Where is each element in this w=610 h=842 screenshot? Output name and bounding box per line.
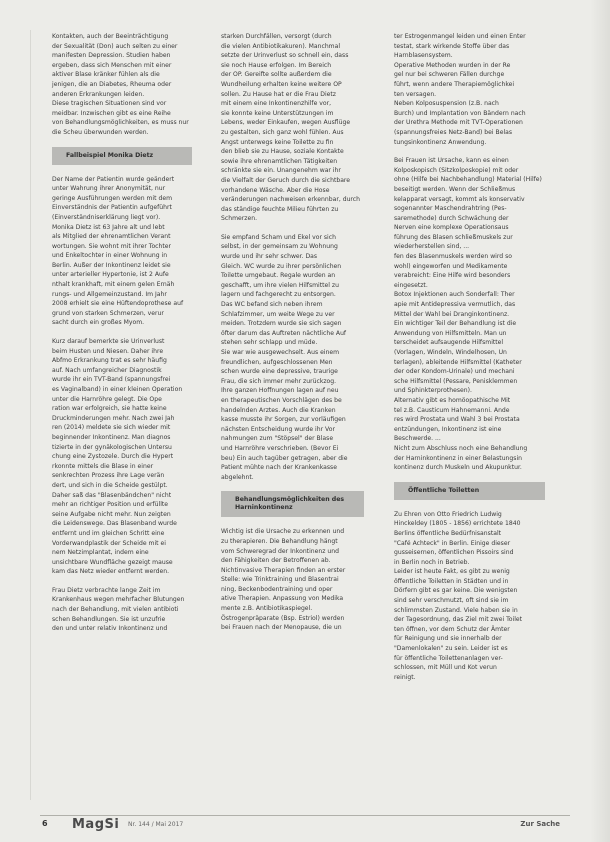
issue-label: Nr. 144 / Mai 2017 (128, 821, 184, 828)
margin-rule (30, 30, 31, 800)
body-paragraph: Wichtig ist die Ursache zu erkennen und zu therapieren. Die Behandlung hängt vom Schweregrad der Inkontinenz und den Fähigkeiten der Betroffenen ab. Nichtinvasive Therapien finden an erster Stelle: wie Trinktraining und Blasentrai ning, Beckenbodentraining und oper ative Therapien. Anpassung von Medika mente z.B. Antibiotikaspiegel. Östrogenpräparate (Bsp. Estriol) werden bei Frauen nach der Menopause, die un (221, 528, 346, 632)
footer-rule (40, 815, 570, 816)
section-heading: Fallbeispiel Monika Dietz (52, 147, 192, 165)
scan-shadow (590, 0, 610, 842)
column-2 (221, 32, 364, 642)
section-label: Zur Sache (520, 820, 560, 828)
column-1 (52, 32, 192, 643)
body-paragraph: starken Durchfällen, versorgt (durch die vielen Antibiotikakuren). Manchmal setzte der Urinverlust so schnell ein, dass sie noch Hause erfolgen. Im Bereich der OP. Gereifte sollte außerdem die Wundheilung erhalten keine weitere OP sollen. Zu Hause hat er die Frau Dietz mit einem eine Inkontinenzhilfe vor, sie konnte keine Unterstützungen im Lebens, weder Einkaufen, wegen Ausflüge zu gestalten, sich ganz wohl fühlen. Aus Angst unterwegs keine Toilette zu fin den blieb sie zu Hause, soziale Kontakte sowie ihre ehrenamtlichen Tätigkeiten schränkte sie ein. Unangenehm war ihr die Vielfalt der Geruch durch die sichtbare vorhandene Wäsche. Aber die Hose veränderungen nachweisen erkennbar, durch das ständige feuchte Milieu führten zu Schmerzen. (221, 33, 361, 223)
body-paragraph: Kurz darauf bemerkte sie Urinverlust beim Husten und Niesen. Daher ihre Abfmo Erkrankung trat es sehr häufig auf. Nach umfangreicher Diagnostik wurde ihr ein TVT-Band (spannungsfrei es Vaginalband) in einer kleinen Operation unter die Harnröhre gelegt. Die Ope ration war erfolgreich, sie hatte keine Druckminderungen mehr. Nach zwei Jah ren (2014) meldete sie sich wieder mit beginnender Inkontinenz. Man diagnos tizierte in der gynäkologischen Untersu chung eine Zystozele. Durch die Hypert rkonnte mittels die Blase in einer senkrechten Prozess ihre Lage verän dert, und sich in die Scheide gestülpt. Daher saß das "Blasenbändchen" nicht mehr an richtiger Position und erfüllte seine Aufgabe nicht mehr. Nun zeigten die Leidenswege. Das Blasenband wurde entfernt und im gleichen Schritt eine Vorderwandplastik der Scheide mit ei nem Netzimplantat, indem eine unsichtbare Wundfläche gezeigt mause kam das Netz wieder entfernt werden. (52, 338, 183, 576)
body-paragraph: Frau Dietz verbrachte lange Zeit im Krankenhaus wegen mehrfacher Blutungen nach der Behandlung, mit vielen antibioti schen Behandlungen. Sie ist unzufrie den und unter relativ Inkontinenz und (52, 586, 185, 633)
section-heading: Behandlungsmöglichkeiten des Harninkontinenz (221, 491, 364, 517)
body-paragraph: Sie empfand Scham und Ekel vor sich selbst, in der gemeinsam zu Wohnung wurde und ihr sehr schwer. Das Gleich. WC wurde zu ihrer persönlichen Toilette umgebaut. Regale wurden an geschafft, um ihre vielen Hilfsmittel zu lagern und fachgerecht zu entsorgen. Das WC befand sich neben ihrem Schlafzimmer, um weite Wege zu ver meiden. Trotzdem wurde sie sich sagen öfter darum das Auftreten nächtliche Auf stehen sehr schlapp und müde. Sie war wie ausgewechselt. Aus einem freundlichen, aufgeschlossenen Men schen wurde eine depressive, traurige Frau, die sich immer mehr zurückzog. Ihre ganzen Hoffnungen lagen auf neu en therapeutischen Vorschlägen des be handelnden Arztes. Auch die Kranken kasse musste ihr Sorgen, zur vorläufigen nächsten Entscheidung wurde ihr Vor nahmungen zum "Stöpsel" der Blase und Harnröhre verschrieben. (Bevor Ei beu) Ein auch tagüber getragen, aber die Patient mühte nach der Krankenkasse abgelehnt. (221, 233, 348, 481)
column-3 (394, 32, 545, 691)
body-paragraph: ter Estrogenmangel leiden und einen Enter testat, stark wirkende Stoffe über das Harnblasensystem. Operative Methoden wurden in der Re gel nur bei schweren Fällen durchge führt, wenn andere Therapiemöglichkei ten versagen. Neben Kolposuspension (z.B. nach Burch) und Implantation von Bändern nach der Urethra Methode mit TVT-Operationen (spannungsfreies Netz-Band) bei Belas tungsinkontinenz Anwendung. (394, 33, 526, 146)
body-paragraph: Bei Frauen ist Ursache, kann es einen Kolposkopisch (Sitzkolposkopie) mit oder ohne (Hilfe bei Nachbehandlung) Material (Hilfe) beseitigt werden. Wenn der Schließmus kelapparat versagt, kommt als konservativ sogenannter Maschendrahtring (Pes- saremethode) durch Schwächung der Nerven eine komplexe Operationsaus führung des Blasen schließmuskels zur wiederherstellen sind, ... fen des Blasenmuskels werden wird so wohl) eingeworfen und Medikamente verabreicht: Eine Hilfe wird besonders eingesetzt. Botox Injektionen auch Sonderfall: Ther apie mit Antidepressiva vermutlich, das Mittel der Wahl bei Dranginkontinenz. Ein wichtiger Teil der Behandlung ist die Anwendung von Hilfsmitteln. Man un terscheidet aufsaugende Hilfsmittel (Vorlagen, Windeln, Windelhosen, Un terlagen), ableitende Hilfsmittel (Katheter der oder Kondom-Urinale) und mechani sche Hilfsmittel (Pessare, Penisklemmen und Sphinkterprothesen). Alternativ gibt es homöopathische Mit tel z.B. Causticum Hahnemanni. Ande res wird Prostata und Wahl 3 bei Prostata entzündungen, Inkontinenz ist eine Beschwerde. ... Nicht zum Abschluss noch eine Behandlung der Harninkontinenz in einer Belastungsin kontinenz durch Muskeln und Akupunktur. (394, 157, 542, 472)
page-number: 6 (42, 819, 48, 828)
body-paragraph: Der Name der Patientin wurde geändert unter Wahrung ihrer Anonymität, nur geringe Ausführungen werden mit dem Einverständnis der Patientin aufgeführt (Einverständniserklärung liegt vor). Monika Dietz ist 63 Jahre alt und lebt als Mitglied der ehrenamtlichen Verant wortungen. Sie wohnt mit ihrer Tochter und Enkeltochter in einer Wohnung in Berlin. Außer der Inkontinenz leidet sie unter arterieller Hypertonie, ist 2 Aufe nthalt krankhaft, mit einem gelen Ernäh rungs- und Allgemeinzustand. Im Jahr 2008 erhielt sie eine Hüftendoprothese auf grund von starken Schmerzen, verur sacht durch ein großes Myom. (52, 175, 184, 327)
body-paragraph: Kontakten, auch der Beeinträchtigung der Sexualität (Don) auch selten zu einer manifesten Depression. Studien haben ergeben, dass sich Menschen mit einer aktiver Blase kränker fühlen als die jenigen, die an Diabetes, Rheuma oder anderen Erkrankungen leiden. Diese tragischen Situationen sind vor meidbar. Inzwischen gibt es eine Reihe von Behandlungsmöglichkeiten, es muss nur die Scheu überwunden werden. (52, 33, 189, 136)
page-footer (0, 806, 610, 836)
magazine-logo: MagSi (72, 817, 120, 832)
body-paragraph: Zu Ehren von Otto Friedrich Ludwig Hinckeldey (1805 - 1856) errichtete 1840 Berlins öffentliche Bedürfnisanstalt "Café Achteck" in Berlin. Einige dieser gusseisernen, öffentlichen Pissoirs sind in Berlin noch in Betrieb. Leider ist heute Fakt, es gibt zu wenig öffentliche Toiletten in Städten und in Dörfern gibt es gar keine. Die wenigsten sind sehr verschmutzt, oft sind sie im schlimmsten Zustand. Viele haben sie in der Tagesordnung, das Ziel mit zwei Toilet ten öffnen, vor dem Schutz der Ämter für Reinigung und sie innerhalb der "Damenlokalen" zu sein. Leider ist es für öffentliche Toilettenanlagen ver- schlossen, mit Müll und Kot verun reinigt. (394, 510, 523, 681)
section-heading: Öffentliche Toiletten (394, 482, 545, 500)
